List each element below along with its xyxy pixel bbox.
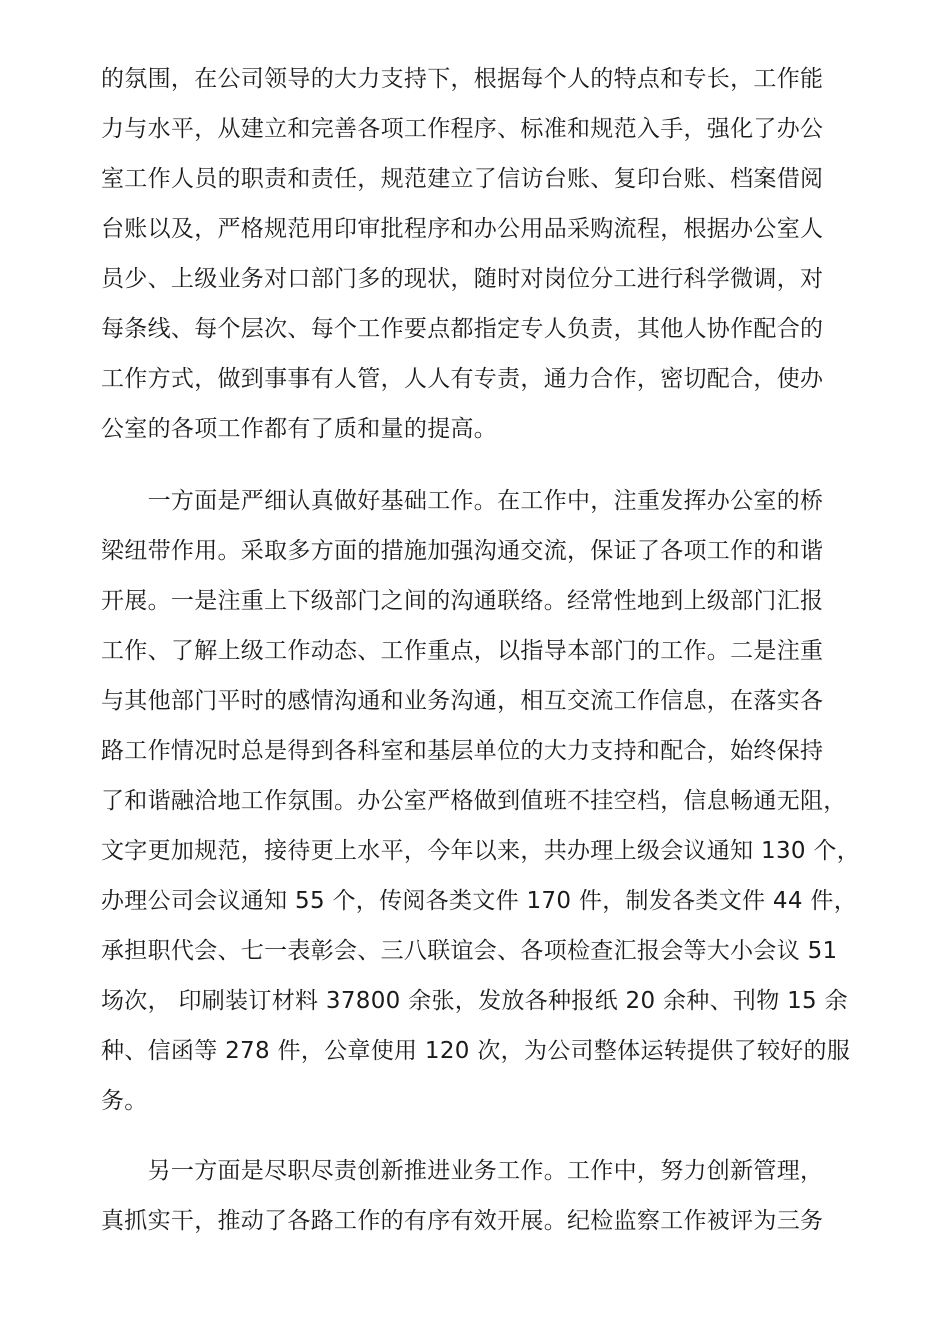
text-line: 办理公司会议通知 55 个，传阅各类文件 170 件，制发各类文件 44 件， — [101, 888, 857, 914]
text-line: 员少、上级业务对口部门多的现状，随时对岗位分工进行科学微调，对 — [101, 266, 824, 292]
text-line: 承担职代会、七一表彰会、三八联谊会、各项检查汇报会等大小会议 51 — [101, 938, 838, 964]
text-line: 工作、了解上级工作动态、工作重点，以指导本部门的工作。二是注重 — [101, 638, 824, 664]
text-line: 了和谐融洽地工作氛围。办公室严格做到值班不挂空档，信息畅通无阻， — [101, 788, 847, 814]
text-line: 室工作人员的职责和责任，规范建立了信访台账、复印台账、档案借阅 — [101, 166, 824, 192]
text-line: 与其他部门平时的感情沟通和业务沟通，相互交流工作信息，在落实各 — [101, 688, 824, 714]
paragraph-1 — [101, 54, 881, 454]
text-line: 场次， 印刷装订材料 37800 余张，发放各种报纸 20 余种、刊物 15 余 — [101, 988, 848, 1014]
text-line: 每条线、每个层次、每个工作要点都指定专人负责，其他人协作配合的 — [101, 316, 824, 342]
paragraph-2 — [101, 476, 881, 1126]
text-line: 真抓实干，推动了各路工作的有序有效开展。纪检监察工作被评为三务 — [101, 1208, 824, 1234]
text-line: 力与水平，从建立和完善各项工作程序、标准和规范入手，强化了办公 — [101, 116, 824, 142]
text-line: 台账以及，严格规范用印审批程序和办公用品采购流程，根据办公室人 — [101, 216, 824, 242]
text-line: 一方面是严细认真做好基础工作。在工作中，注重发挥办公室的桥 — [101, 488, 824, 514]
text-line: 文字更加规范，接待更上水平，今年以来，共办理上级会议通知 130 个， — [101, 838, 861, 864]
text-line: 路工作情况时总是得到各科室和基层单位的大力支持和配合，始终保持 — [101, 738, 824, 764]
text-line: 工作方式，做到事事有人管，人人有专责，通力合作，密切配合，使办 — [101, 366, 824, 392]
text-line: 公室的各项工作都有了质和量的提高。 — [101, 416, 498, 442]
text-line: 开展。一是注重上下级部门之间的沟通联络。经常性地到上级部门汇报 — [101, 588, 824, 614]
text-line: 梁纽带作用。采取多方面的措施加强沟通交流，保证了各项工作的和谐 — [101, 538, 824, 564]
text-line: 的氛围，在公司领导的大力支持下，根据每个人的特点和专长，工作能 — [101, 66, 824, 92]
text-line: 务。 — [101, 1088, 148, 1114]
text-line: 种、信函等 278 件，公章使用 120 次，为公司整体运转提供了较好的服 — [101, 1038, 851, 1064]
text-line: 另一方面是尽职尽责创新推进业务工作。工作中，努力创新管理， — [101, 1158, 824, 1184]
paragraph-3 — [101, 1146, 881, 1246]
